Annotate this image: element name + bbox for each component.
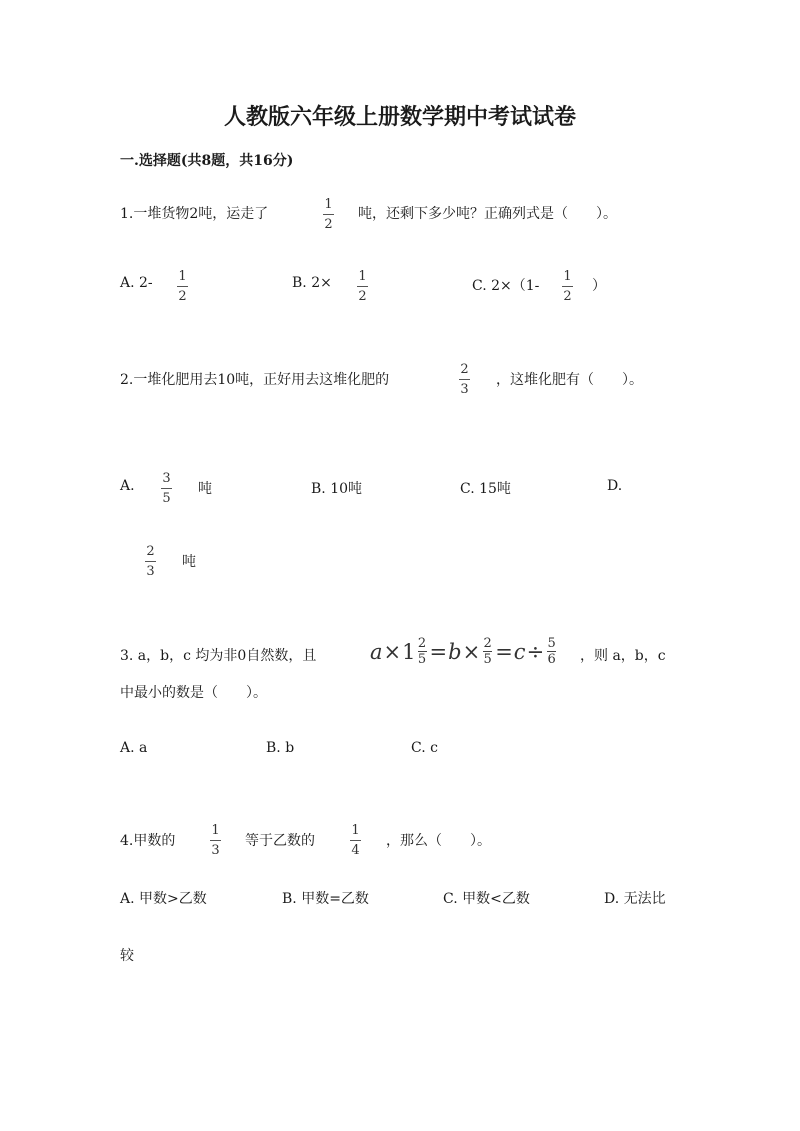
q2-option-d-fraction (145, 544, 156, 579)
denominator: 3 (146, 564, 155, 579)
q3-stem: 3. a，b，c 均为非0自然数，且 (120, 648, 317, 664)
q4-option-d-cont: 较 (120, 948, 134, 964)
q2-option-d-unit: 吨 (182, 554, 196, 570)
q2-option-c[interactable]: C. 15吨 (460, 481, 511, 497)
denominator: 2 (178, 289, 187, 304)
q3-equation (370, 637, 558, 666)
denominator: 2 (324, 217, 333, 232)
q1-option-a[interactable]: A. 2- (120, 275, 153, 291)
q4-stem-mid: 等于乙数的 (245, 833, 315, 849)
numerator: 1 (211, 823, 220, 838)
denominator: 2 (563, 289, 572, 304)
q4-option-d[interactable]: D. 无法比 (604, 891, 666, 907)
q4-stem: 4.甲数的 (120, 833, 176, 849)
denominator: 2 (358, 289, 367, 304)
q4-fraction-1 (210, 823, 221, 858)
numerator: 1 (563, 269, 572, 284)
fraction (483, 637, 492, 666)
numerator: 1 (351, 823, 360, 838)
numerator: 2 (483, 636, 492, 651)
q2-option-d[interactable]: D. (607, 478, 623, 494)
q3-option-b[interactable]: B. b (266, 740, 295, 756)
divide-sign: ÷ (526, 639, 545, 664)
q2-stem-end: ，这堆化肥有（ ）。 (496, 372, 643, 388)
numerator: 2 (460, 362, 469, 377)
q1-option-c-end: ） (592, 278, 606, 294)
q1-option-b-fraction (357, 269, 368, 304)
numerator: 5 (547, 636, 556, 651)
q3-stem-end: ，则 a，b，c (580, 648, 666, 664)
q2-option-a[interactable]: A. (120, 478, 135, 494)
numerator: 3 (162, 471, 171, 486)
q3-option-a[interactable]: A. a (120, 740, 148, 756)
var-a: a (370, 639, 383, 664)
page-title: 人教版六年级上册数学期中考试试卷 (223, 104, 576, 130)
q1-option-c-fraction (562, 269, 573, 304)
q3-option-c[interactable]: C. c (411, 740, 438, 756)
section-heading: 一.选择题(共8题，共16分) (120, 153, 294, 169)
numerator: 2 (146, 544, 155, 559)
numerator: 1 (178, 269, 187, 284)
denominator: 5 (417, 652, 427, 667)
q1-option-a-fraction (177, 269, 188, 304)
times-sign: × (462, 639, 481, 664)
q1-option-b[interactable]: B. 2× (292, 275, 332, 291)
q2-option-a-fraction (161, 471, 172, 506)
fraction (418, 637, 427, 666)
q1-fraction (323, 197, 334, 232)
equals-sign: = (429, 639, 448, 664)
q1-stem-end: 吨，还剩下多少吨？正确列式是（ ）。 (358, 206, 617, 222)
q4-option-a[interactable]: A. 甲数>乙数 (120, 891, 207, 907)
whole-part: 1 (402, 639, 416, 664)
numerator: 1 (324, 197, 333, 212)
q4-option-b[interactable]: B. 甲数=乙数 (282, 891, 369, 907)
q2-stem: 2.一堆化肥用去10吨，正好用去这堆化肥的 (120, 372, 390, 388)
var-c: c (513, 639, 526, 664)
q1-stem: 1.一堆货物2吨，运走了 (120, 206, 269, 222)
q4-option-c[interactable]: C. 甲数<乙数 (443, 891, 530, 907)
numerator: 2 (417, 636, 427, 651)
numerator: 1 (358, 269, 367, 284)
q2-fraction (459, 362, 470, 397)
q1-option-c[interactable]: C. 2×（1- (472, 278, 540, 294)
denominator: 3 (211, 843, 220, 858)
q4-fraction-2 (350, 823, 361, 858)
denominator: 3 (460, 382, 469, 397)
q2-option-b[interactable]: B. 10吨 (311, 481, 363, 497)
equals-sign: = (495, 639, 513, 664)
denominator: 6 (547, 652, 556, 667)
denominator: 4 (351, 843, 360, 858)
denominator: 5 (162, 491, 171, 506)
denominator: 5 (483, 652, 492, 667)
fraction (547, 637, 556, 666)
q2-option-a-unit: 吨 (198, 481, 212, 497)
times-sign: × (383, 639, 402, 664)
q4-stem-end: ，那么（ ）。 (386, 833, 491, 849)
q3-stem-line2: 中最小的数是（ ）。 (120, 685, 267, 701)
var-b: b (448, 639, 462, 664)
